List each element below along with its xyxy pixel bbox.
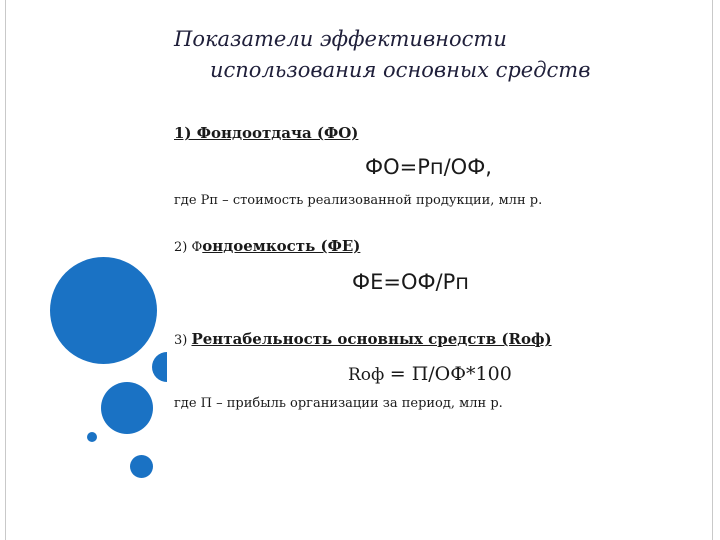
section-3-note: где П – прибыль организации за период, млн р. (174, 396, 503, 411)
title-line-2: использования основных средств (210, 58, 591, 82)
section-2-formula: ФЕ=ОФ/Рп (352, 270, 470, 294)
section-3-heading-prefix: 3) (174, 333, 192, 348)
decorative-circle-small-lower (130, 455, 153, 478)
section-2-heading (174, 237, 360, 255)
section-3-heading (174, 330, 552, 348)
section-3-formula (348, 363, 512, 385)
right-frame-line (712, 0, 713, 540)
section-3-formula-prefix: Rоф (348, 365, 390, 385)
slide-title (174, 24, 590, 86)
section-1-heading: 1) Фондоотдача (ФО) (174, 124, 359, 142)
title-line-1: Показатели эффективности (174, 27, 507, 51)
section-1-note: где Рп – стоимость реализованной продукции, млн р. (174, 193, 543, 208)
section-3-heading-main: Рентабельность основных средств (Rоф) (191, 330, 552, 348)
decorative-circle-large (50, 257, 157, 364)
section-2-heading-main: ондоемкость (ФЕ) (202, 237, 361, 255)
decorative-circle-medium (101, 382, 153, 434)
section-2-heading-prefix: 2) Ф (174, 240, 203, 255)
decorative-circle-dot (87, 432, 97, 442)
section-3-formula-main: = П/ОФ*100 (389, 363, 512, 385)
section-1-formula: ФО=Рп/ОФ, (365, 155, 492, 179)
left-frame-line (5, 0, 6, 540)
